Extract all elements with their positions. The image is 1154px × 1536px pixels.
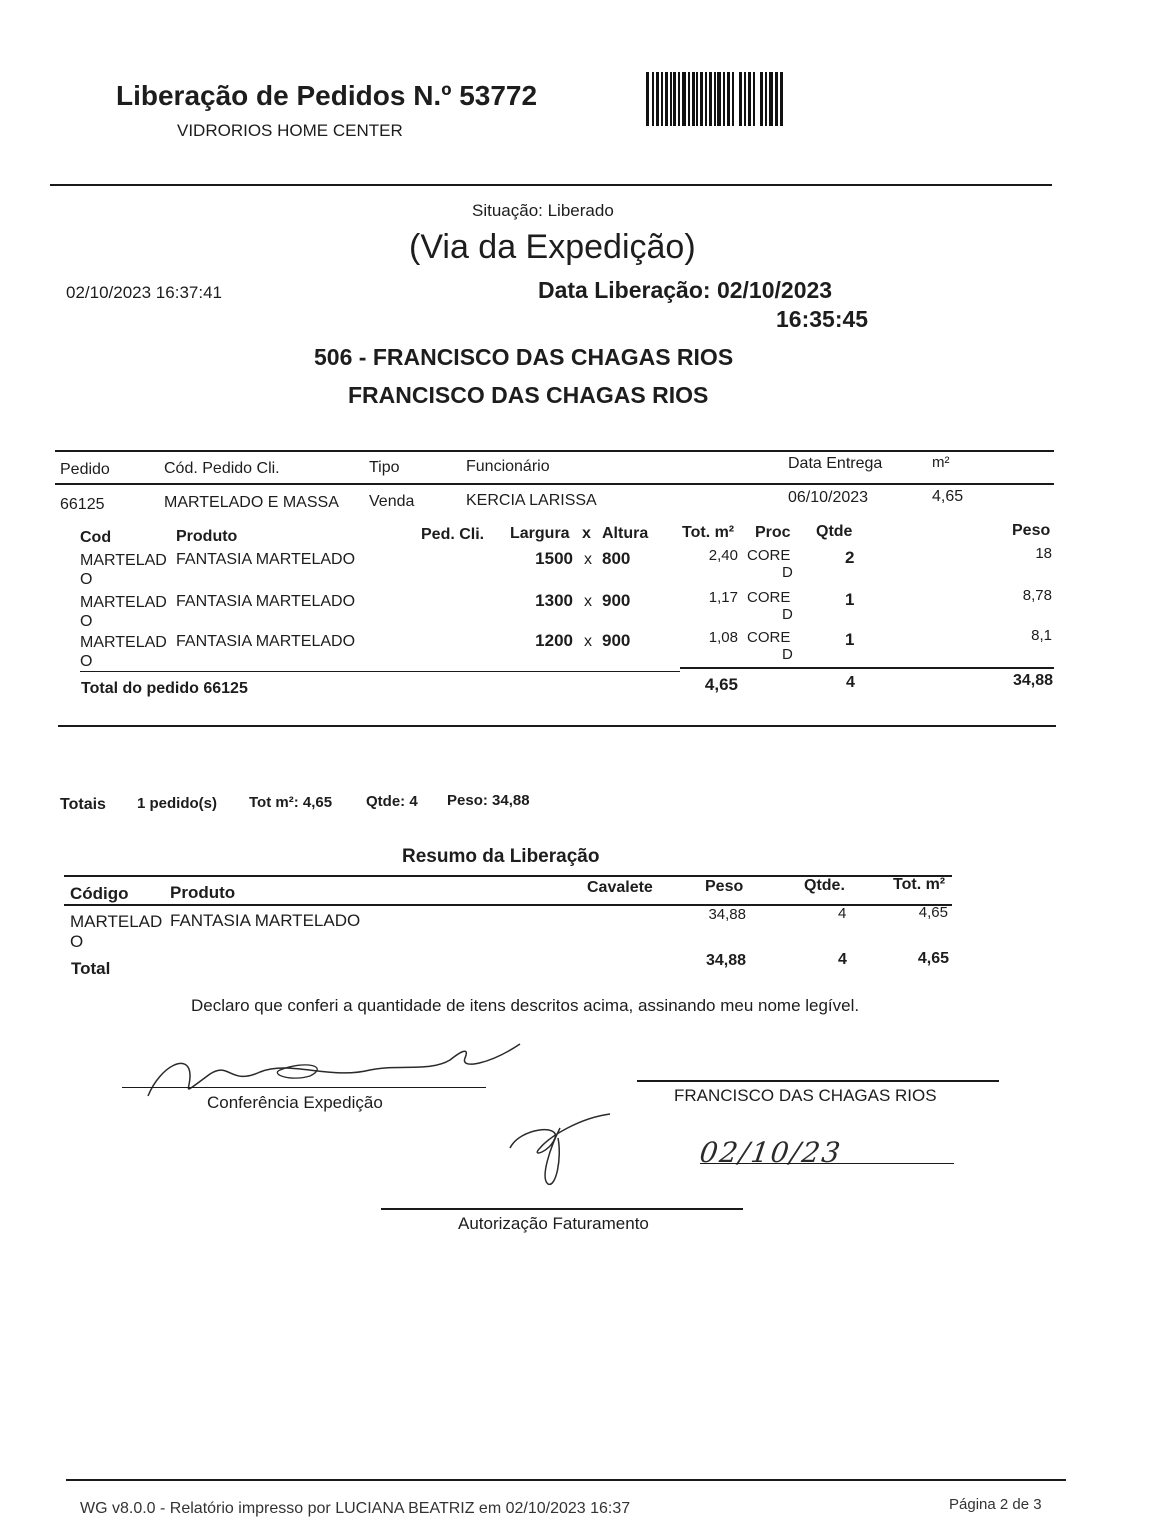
order-total-label: Total do pedido 66125	[81, 680, 248, 697]
order-bottom-divider	[58, 725, 1056, 727]
resumo-title: Resumo da Liberação	[402, 846, 600, 867]
handwritten-date: 02/10/23	[697, 1136, 845, 1169]
item-x: x	[584, 551, 592, 568]
page-title: Liberação de Pedidos N.º 53772	[116, 80, 538, 111]
item-tot-m2: 2,40	[708, 547, 738, 564]
col-m2: m²	[932, 454, 950, 471]
resumo-col-codigo: Código	[70, 884, 129, 903]
item-produto: FANTASIA MARTELADO	[176, 551, 356, 568]
item-largura: 1300	[535, 591, 573, 610]
order-total-m2: 4,65	[704, 675, 738, 694]
data-liberacao-date: 02/10/2023	[716, 277, 833, 303]
resumo-total-qtde: 4	[838, 951, 847, 968]
order-tipo: Venda	[369, 493, 415, 510]
item-proc-wrap: D	[782, 646, 793, 663]
order-total-peso: 34,88	[1012, 672, 1053, 689]
order-total-qtde: 4	[846, 674, 855, 691]
item-cod: MARTELAD	[80, 594, 167, 611]
situacao-label: Situação: Liberado	[472, 201, 614, 220]
order-header-divider	[55, 483, 1054, 485]
item-cod-wrap: O	[80, 653, 93, 670]
items-col-ped-cli: Ped. Cli.	[421, 526, 485, 543]
items-col-produto: Produto	[176, 528, 238, 545]
item-x: x	[584, 633, 592, 650]
resumo-col-qtde: Qtde.	[804, 877, 845, 894]
order-data-entrega: 06/10/2023	[788, 489, 869, 506]
order-total-divider	[680, 667, 1054, 669]
item-tot-m2: 1,17	[708, 589, 738, 606]
item-qtde: 2	[845, 548, 855, 567]
item-qtde: 1	[845, 590, 855, 609]
header-divider	[50, 184, 1052, 186]
totals-qtde: Qtde: 4	[366, 793, 418, 810]
col-tipo: Tipo	[369, 459, 400, 476]
col-cod-pedido-cli: Cód. Pedido Cli.	[164, 460, 280, 477]
resumo-codigo: MARTELAD	[70, 912, 163, 931]
resumo-col-tot-m2: Tot. m²	[893, 876, 946, 893]
items-col-tot-m2: Tot. m²	[682, 524, 735, 541]
items-col-altura: Altura	[602, 525, 649, 542]
company-name: VIDRORIOS HOME CENTER	[177, 121, 403, 140]
totals-pedidos: 1 pedido(s)	[137, 795, 218, 812]
resumo-col-cavalete: Cavalete	[587, 879, 653, 896]
printed-datetime: 02/10/2023 16:37:41	[66, 283, 222, 302]
items-col-x: x	[582, 525, 591, 542]
via-title: (Via da Expedição)	[409, 228, 696, 266]
resumo-header-divider	[64, 904, 952, 906]
resumo-col-peso: Peso	[705, 878, 744, 895]
item-proc-wrap: D	[782, 606, 793, 623]
item-largura: 1500	[535, 549, 573, 568]
order-m2: 4,65	[932, 488, 964, 505]
item-produto: FANTASIA MARTELADO	[176, 633, 356, 650]
client-line-1: 506 - FRANCISCO DAS CHAGAS RIOS	[314, 344, 734, 370]
items-col-peso: Peso	[1012, 522, 1051, 539]
footer-divider	[66, 1479, 1066, 1481]
autorizacao-line	[381, 1208, 743, 1210]
resumo-total-tot-m2: 4,65	[917, 950, 949, 967]
item-altura: 900	[602, 631, 631, 650]
item-x: x	[584, 593, 592, 610]
items-col-qtde: Qtde	[816, 523, 853, 540]
totals-peso: Peso: 34,88	[447, 792, 530, 809]
resumo-tot-m2: 4,65	[918, 904, 948, 921]
totals-m2: Tot m²: 4,65	[249, 794, 333, 811]
item-peso: 18	[1035, 545, 1052, 562]
resumo-total-peso: 34,88	[705, 952, 746, 969]
client-line-2: FRANCISCO DAS CHAGAS RIOS	[348, 382, 709, 408]
item-peso: 8,78	[1022, 587, 1052, 604]
resumo-qtde: 4	[838, 905, 847, 922]
item-largura: 1200	[535, 631, 573, 650]
order-top-divider	[55, 450, 1054, 452]
handwritten-date-line	[700, 1163, 954, 1164]
order-pedido: 66125	[60, 496, 105, 513]
col-funcionario: Funcionário	[466, 458, 550, 475]
item-proc-wrap: D	[782, 564, 793, 581]
item-tot-m2: 1,08	[708, 629, 738, 646]
footer-page-number: Página 2 de 3	[949, 1496, 1042, 1513]
totals-label: Totais	[60, 796, 106, 813]
conferencia-line	[122, 1087, 486, 1088]
items-col-cod: Cod	[80, 529, 112, 546]
resumo-col-produto: Produto	[170, 883, 236, 902]
item-altura: 800	[602, 549, 631, 568]
item-cod-wrap: O	[80, 613, 93, 630]
data-liberacao-time: 16:35:45	[776, 306, 869, 332]
item-peso: 8,1	[1031, 627, 1052, 644]
resumo-total-label: Total	[71, 959, 111, 978]
item-cod: MARTELAD	[80, 552, 167, 569]
col-data-entrega: Data Entrega	[788, 455, 883, 472]
declaration-text: Declaro que conferi a quantidade de itens descritos acima, assinando meu nome legível.	[191, 996, 860, 1015]
item-proc: CORE	[747, 589, 791, 606]
data-liberacao	[538, 277, 832, 304]
signature-autorizacao	[500, 1108, 620, 1188]
item-cod: MARTELAD	[80, 634, 167, 651]
order-cod-pedido-cli: MARTELADO E MASSA	[164, 494, 339, 511]
barcode-image	[646, 72, 820, 126]
client-signature-line	[637, 1080, 999, 1082]
order-funcionario: KERCIA LARISSA	[466, 492, 597, 509]
item-proc: CORE	[747, 629, 791, 646]
conferencia-label: Conferência Expedição	[207, 1093, 383, 1112]
item-qtde: 1	[845, 630, 855, 649]
data-liberacao-label: Data Liberação:	[538, 277, 711, 303]
resumo-peso: 34,88	[708, 906, 746, 923]
items-col-proc: Proc	[755, 524, 791, 541]
col-pedido: Pedido	[60, 461, 110, 478]
resumo-codigo-wrap: O	[70, 932, 84, 951]
item-altura: 900	[602, 591, 631, 610]
autorizacao-label: Autorização Faturamento	[458, 1214, 649, 1233]
order-total-divider-left	[80, 671, 680, 672]
footer-printed-by: WG v8.0.0 - Relatório impresso por LUCIANA BEATRIZ em 02/10/2023 16:37	[80, 1500, 631, 1517]
item-cod-wrap: O	[80, 571, 93, 588]
item-proc: CORE	[747, 547, 791, 564]
item-produto: FANTASIA MARTELADO	[176, 593, 356, 610]
resumo-produto: FANTASIA MARTELADO	[170, 911, 361, 930]
items-col-largura: Largura	[510, 525, 570, 542]
client-signature-name: FRANCISCO DAS CHAGAS RIOS	[674, 1086, 937, 1105]
